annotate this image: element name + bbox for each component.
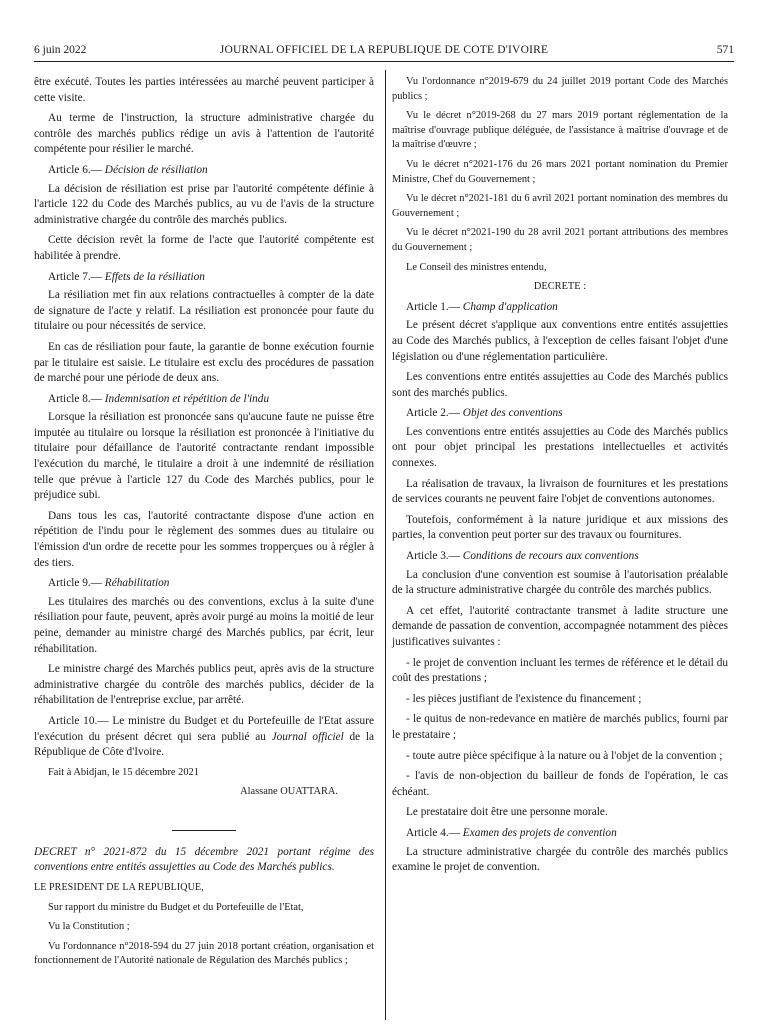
article-number: Article 6.—: [48, 163, 105, 176]
article-heading: [392, 549, 728, 565]
visa: Vu le décret n°2021-190 du 28 avril 2021 portant attributions des membres du Gouvernement ;: [392, 227, 728, 253]
journal-title: JOURNAL OFFICIEL DE LA REPUBLIQUE DE COTE D'IVOIRE: [219, 44, 549, 56]
article-number: Article 3.—: [406, 550, 463, 563]
paragraph-text: Article 10.— Le ministre du Budget et du Portefeuille de l'Etat assure l'exécution du présent décret qui sera publié au: [34, 714, 374, 743]
paragraph: Cette décision revêt la forme de l'acte que l'autorité compétente est habilitée à prendre.: [34, 234, 374, 262]
article-number: Article 2.—: [406, 407, 463, 420]
article-number: Article 4.—: [406, 826, 463, 839]
paragraph: La décision de résiliation est prise par l'autorité compétente définie à l'article 122 du Code des Marchés publics, au vu de l'avis de la structure administrative chargée du contrôle des marchés publics.: [34, 182, 374, 226]
article-heading: [34, 392, 374, 408]
visa: Vu le décret n°2019-268 du 27 mars 2019 portant réglementation de la maîtrise d'ouvrage publique déléguée, de l'assistance à maîtrise d'ouvrage et de la maîtrise d'œuvre ;: [392, 110, 728, 151]
page-header: [34, 44, 734, 62]
visa: Le Conseil des ministres entendu,: [406, 261, 547, 273]
article-number: Article 8.—: [48, 392, 105, 405]
journal-reference: Journal officiel: [271, 730, 344, 743]
paragraph: La résiliation met fin aux relations contractuelles à compter de la date de signature de l'acte y relatif. La résiliation est prononcée pour faute du titulaire ou pour nécessités de service.: [34, 289, 374, 333]
paragraph: Le ministre chargé des Marchés publics peut, après avis de la structure administrative chargée du contrôle des marchés publics, décider de la réhabilitation de l'entreprise exclue, par arrêté.: [34, 663, 374, 707]
paragraph: La structure administrative chargée du contrôle des marchés publics examine le projet de convention.: [392, 845, 728, 874]
issue-date: 6 juin 2022: [34, 44, 87, 56]
page-number: 571: [716, 44, 734, 56]
paragraph-text: de la République de Côte d'Ivoire.: [34, 730, 374, 759]
paragraph: Les titulaires des marchés ou des conventions, exclus à la suite d'une résiliation pour faute, peuvent, après avoir purgé au moins la moitié de leur peine, demander au ministre chargé des Marchés publics, par écrit, leur réhabilitation.: [34, 595, 374, 655]
decrete-heading: DECRETE :: [533, 281, 587, 293]
article-title: Indemnisation et répétition de l'indu: [104, 392, 270, 405]
signing-place-date: Fait à Abidjan, le 15 décembre 2021: [48, 766, 199, 778]
paragraph: Le présent décret s'applique aux conventions entre entités assujetties au Code des Marchés publics, à l'exception de celles faisant l'objet d'une législation ou d'une réglementation particulière.: [392, 319, 728, 363]
paragraph: Lorsque la résiliation est prononcée sans qu'aucune faute ne puisse être imputée au titulaire ou lorsque la résiliation est prononcée à l'initiative du titulaire pour défaillance de l'autorité contractante rendant impossible l'exécution du marché, le titulaire a droit à une indemnité de résiliation telle que prévue à l'article 127 du Code des Marchés publics, pour le préjudice subi.: [34, 411, 374, 502]
left-column: [34, 75, 374, 974]
paragraph: Les conventions entre entités assujetties au Code des Marchés publics ont pour objet principal les prestations intellectuelles et activités connexes.: [392, 425, 728, 470]
visa: Vu l'ordonnance n°2018-594 du 27 juin 2018 portant création, organisation et fonctionnement de l'Autorité nationale de Régulation des Marchés publics ;: [34, 940, 374, 967]
article-title: Réhabilitation: [104, 577, 170, 590]
article-title: Objet des conventions: [462, 407, 563, 420]
article-title: Champ d'application: [462, 300, 558, 313]
article-heading: [392, 406, 728, 422]
paragraph: En cas de résiliation pour faute, la garantie de bonne exécution fournie par le titulaire est saisie. Le titulaire est exclu des procédures de passation de marché pour une période de deux ans.: [34, 340, 374, 385]
article-heading: [34, 163, 374, 179]
paragraph: être exécuté. Toutes les parties intéressées au marché peuvent participer à cette visite.: [34, 76, 374, 104]
article-heading: [392, 826, 728, 842]
decree-title: DECRET n° 2021-872 du 15 décembre 2021 portant régime des conventions entre entités assujetties au Code des Marchés publics.: [34, 845, 374, 873]
article-number: Article 7.—: [48, 270, 105, 283]
section-separator: [172, 830, 236, 831]
header-rule: [34, 61, 734, 62]
paragraph: Le prestataire doit être une personne morale.: [406, 806, 608, 819]
article-number: Article 9.—: [48, 577, 105, 590]
president-heading: LE PRESIDENT DE LA REPUBLIQUE,: [34, 881, 204, 893]
list-item: - le quitus de non-redevance en matière de marchés publics, fourni par le prestataire ;: [392, 713, 728, 741]
visa: Vu le décret n°2021-181 du 6 avril 2021 portant nomination des membres du Gouvernement ;: [392, 193, 728, 219]
list-item: - toute autre pièce spécifique à la nature ou à l'objet de la convention ;: [406, 749, 723, 762]
visa: Vu la Constitution ;: [48, 921, 130, 933]
paragraph: Dans tous les cas, l'autorité contractante dispose d'une action en répétition de l'indu pour le règlement des sommes dues au titulaire ou l'émission d'un ordre de recette pour les sommes tropperçues ou à régler à des tiers.: [34, 509, 374, 569]
paragraph: [34, 714, 374, 761]
article-title: Examen des projets de convention: [462, 826, 617, 839]
article-title: Effets de la résiliation: [104, 270, 205, 283]
paragraph: Toutefois, conformément à la nature juridique et aux missions des parties, la convention peut porter sur des travaux ou fournitures.: [392, 513, 728, 542]
article-number: Article 1.—: [406, 300, 463, 313]
signature: Alassane OUATTARA.: [240, 786, 338, 798]
list-item: - l'avis de non-objection du bailleur de fonds de l'opération, le cas échéant.: [392, 770, 728, 798]
visa: Vu l'ordonnance n°2019-679 du 24 juillet 2019 portant Code des Marchés publics ;: [392, 76, 728, 102]
paragraph: A cet effet, l'autorité contractante transmet à ladite structure une demande de passation de convention, accompagnée notamment des pièces justificatives suivantes :: [392, 604, 728, 648]
article-title: Conditions de recours aux conventions: [462, 550, 639, 563]
list-item: - le projet de convention incluant les termes de référence et le détail du coût des prestations ;: [392, 656, 728, 685]
visa: Vu le décret n°2021-176 du 26 mars 2021 portant nomination du Premier Ministre, Chef du Gouvernement ;: [392, 158, 728, 185]
article-heading: [34, 270, 374, 286]
article-heading: [34, 576, 374, 592]
article-heading: [392, 300, 728, 316]
paragraph: Les conventions entre entités assujetties au Code des Marchés publics sont des marchés publics.: [392, 371, 728, 399]
paragraph: La réalisation de travaux, la livraison de fournitures et les prestations de services courants ne peuvent faire l'objet de conventions autonomes.: [392, 477, 728, 506]
right-column: [392, 75, 728, 881]
article-title: Décision de résiliation: [104, 163, 208, 176]
visa: Sur rapport du ministre du Budget et du Portefeuille de l'Etat,: [48, 901, 304, 913]
paragraph: Au terme de l'instruction, la structure administrative chargée du contrôle des marchés publics rédige un avis à l'attention de l'autorité compétente pour résilier le marché.: [34, 112, 374, 156]
paragraph: La conclusion d'une convention est soumise à l'autorisation préalable de la structure administrative chargée du contrôle des marchés publics.: [392, 568, 728, 597]
column-divider: [385, 70, 386, 1020]
list-item: - les pièces justifiant de l'existence du financement ;: [406, 692, 642, 705]
